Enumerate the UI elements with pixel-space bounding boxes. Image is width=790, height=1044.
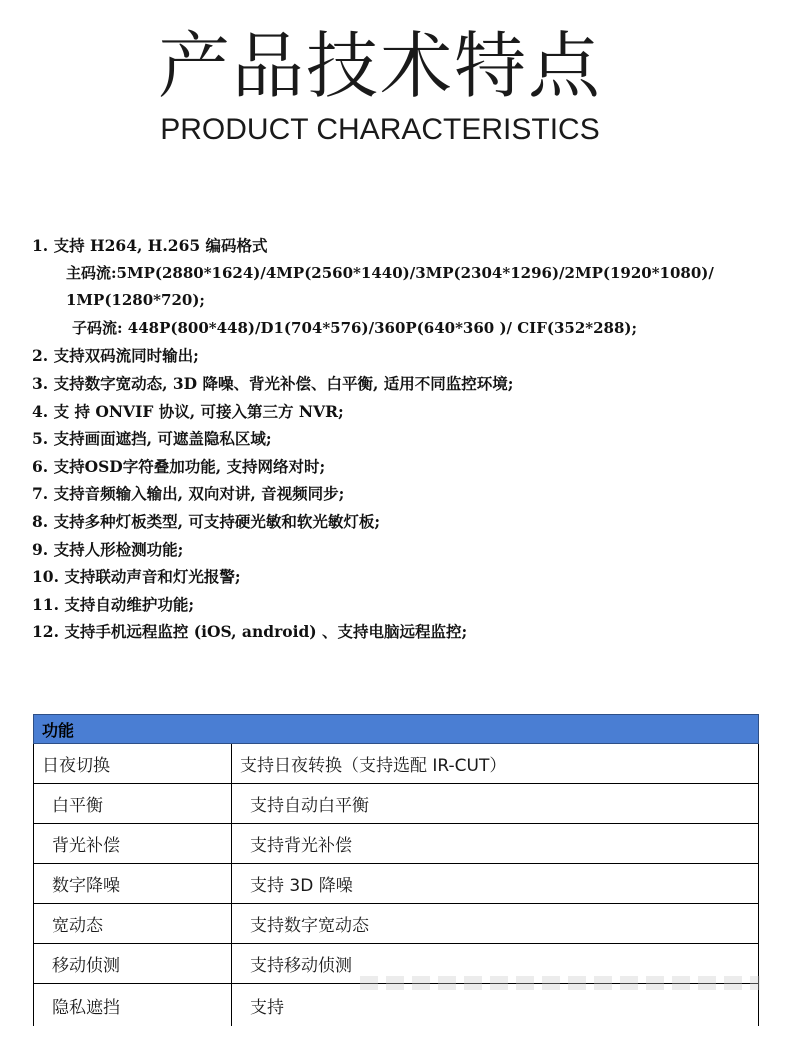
feature-item-3: 3. 支持数字宽动态, 3D 降噪、背光补偿、白平衡, 适用不同监控环境; [32,373,514,393]
spec-name: 隐私遮挡 [34,984,232,1027]
table-row [34,784,759,824]
feature-item-1: 1. 支持 H264, H.265 编码格式 [32,236,268,255]
spec-value: 支持日夜转换（支持选配 IR-CUT） [232,744,759,784]
spec-table-header [34,715,759,744]
spec-name: 移动侦测 [34,944,232,984]
feature-item-10: 10. 支持联动声音和灯光报警; [32,567,241,587]
spec-name: 背光补偿 [34,824,232,864]
feature-item-4: 4. 支 持 ONVIF 协议, 可接入第三方 NVR; [32,401,344,421]
page-title-en: PRODUCT CHARACTERISTICS [160,113,600,146]
spec-value: 支持数字宽动态 [232,904,759,944]
feature-item-11: 11. 支持自动维护功能; [32,594,195,614]
spec-value: 支持自动白平衡 [232,784,759,824]
table-row [34,904,759,944]
feature-item-main-stream-cont: 1MP(1280*720); [66,291,205,310]
feature-list [32,232,772,646]
spec-name: 数字降噪 [34,864,232,904]
spec-table [33,714,759,1026]
feature-item-sub-stream: 子码流: 448P(800*448)/D1(704*576)/360P(640*360 )/ CIF(352*288); [72,318,638,337]
spec-value: 支持背光补偿 [232,824,759,864]
spec-name: 日夜切换 [34,744,232,784]
table-row [34,824,759,864]
table-row [34,864,759,904]
feature-item-9: 9. 支持人形检测功能; [32,539,184,559]
spec-name: 白平衡 [34,784,232,824]
table-row [34,944,759,984]
feature-item-5: 5. 支持画面遮挡, 可遮盖隐私区域; [32,429,272,449]
table-row [34,744,759,784]
spec-value: 支持 [232,984,759,1027]
page-title-cn: 产品技术特点 [157,24,602,108]
feature-item-7: 7. 支持音频输入输出, 双向对讲, 音视频同步; [32,484,345,504]
table-row [34,984,759,1027]
spec-table-header-label: 功能 [34,715,759,744]
feature-item-8: 8. 支持多种灯板类型, 可支持硬光敏和软光敏灯板; [32,511,381,531]
spec-value: 支持移动侦测 [232,944,759,984]
feature-item-6: 6. 支持OSD字符叠加功能, 支持网络对时; [32,456,326,476]
spec-value: 支持 3D 降噪 [232,864,759,904]
feature-item-2: 2. 支持双码流同时输出; [32,346,199,366]
spec-name: 宽动态 [34,904,232,944]
feature-item-main-stream: 主码流:5MP(2880*1624)/4MP(2560*1440)/3MP(2304*1296)/2MP(1920*1080)/ [66,263,714,282]
feature-item-12: 12. 支持手机远程监控 (iOS, android) 、支持电脑远程监控; [32,622,468,642]
